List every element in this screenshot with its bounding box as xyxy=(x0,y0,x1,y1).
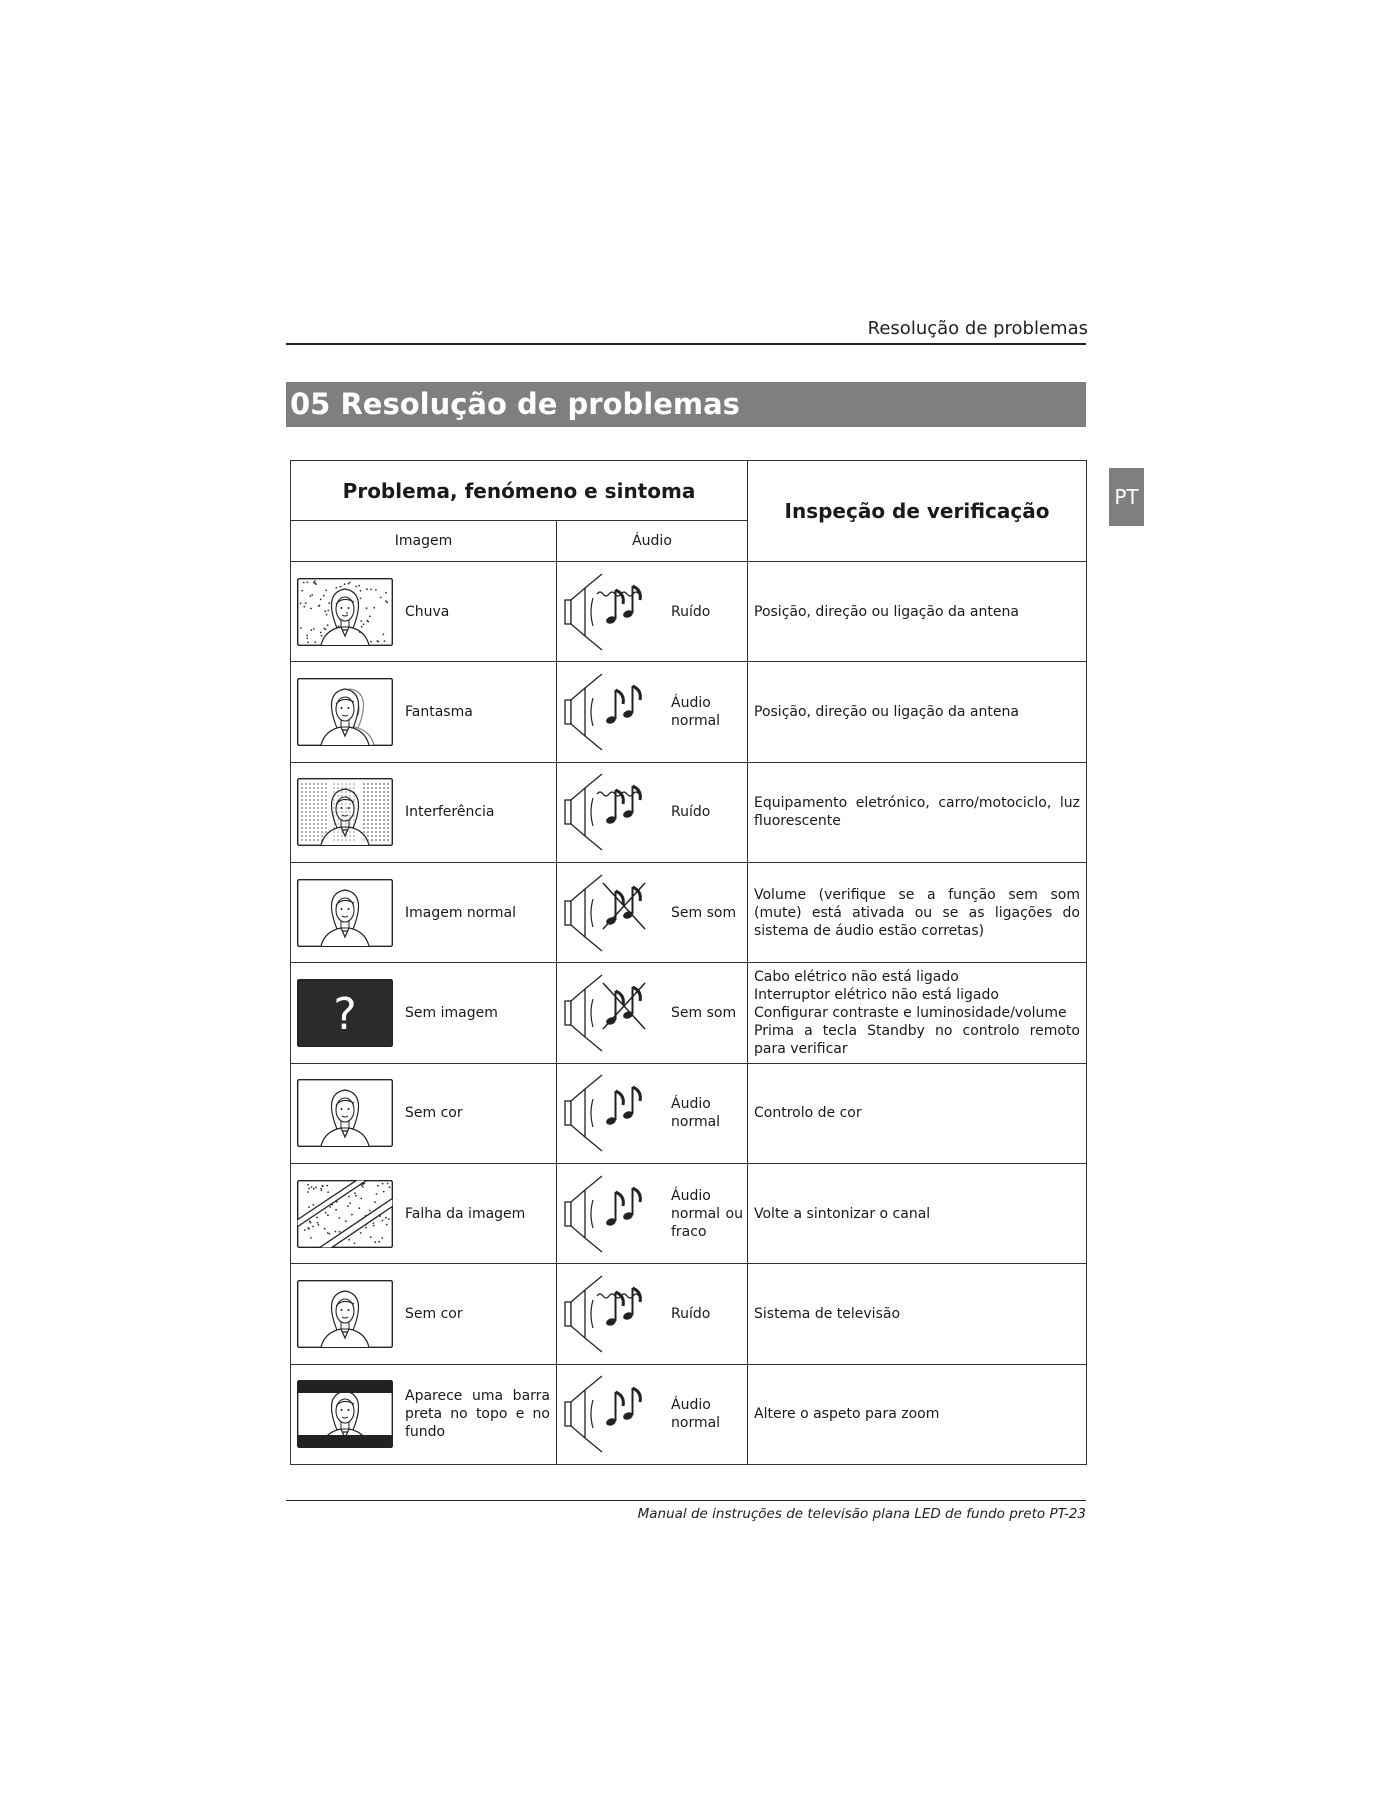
tv-interference-icon xyxy=(297,778,393,846)
table-row xyxy=(291,562,1087,662)
tv-letterbox-icon xyxy=(297,1380,393,1448)
audio-symptom-label: Sem som xyxy=(671,1004,737,1021)
speaker-normal-icon xyxy=(559,1174,659,1254)
image-cell xyxy=(291,963,557,1063)
speaker-normal-icon xyxy=(559,1073,659,1153)
header-problem: Problema, fenómeno e sintoma xyxy=(291,461,748,521)
speaker-normal-icon xyxy=(559,1374,659,1454)
inspection-cell xyxy=(748,862,1087,962)
table-row xyxy=(291,1364,1087,1464)
image-symptom-label: Interferência xyxy=(405,804,495,821)
inspection-cell xyxy=(748,963,1087,1063)
audio-cell xyxy=(557,963,748,1063)
audio-symptom-label: Ruído xyxy=(671,603,711,620)
inspection-cell xyxy=(748,562,1087,662)
header-image: Imagem xyxy=(291,521,557,562)
language-tab: PT xyxy=(1109,468,1144,526)
tv-no-color-icon xyxy=(297,1280,393,1348)
inspection-line: Controlo de cor xyxy=(754,1105,862,1122)
audio-symptom-label: Ruído xyxy=(671,1305,711,1322)
inspection-line: Equipamento eletrónico, carro/motociclo, luz fluorescente xyxy=(754,795,1080,830)
inspection-line: Prima a tecla Standby no controlo remoto para verificar xyxy=(754,1022,1080,1057)
image-symptom-label: Sem cor xyxy=(405,1305,463,1322)
audio-cell xyxy=(557,1364,748,1464)
audio-symptom-label: Áudio normal xyxy=(671,694,721,729)
section-title: 05 Resolução de problemas xyxy=(286,382,1086,427)
image-cell xyxy=(291,1264,557,1364)
audio-symptom-label: Sem som xyxy=(671,904,737,921)
audio-symptom-label: Áudio normal ou fraco xyxy=(671,1187,743,1240)
table-row xyxy=(291,1163,1087,1263)
image-symptom-label: Imagem normal xyxy=(405,904,516,921)
speaker-normal-icon xyxy=(559,672,659,752)
image-symptom-label: Fantasma xyxy=(405,703,473,720)
table-row xyxy=(291,862,1087,962)
inspection-cell xyxy=(748,1063,1087,1163)
audio-cell xyxy=(557,562,748,662)
inspection-line: Altere o aspeto para zoom xyxy=(754,1406,940,1423)
image-symptom-label: Aparece uma barra preta no topo e no fundo xyxy=(405,1388,550,1441)
audio-cell xyxy=(557,662,748,762)
tv-rain-icon xyxy=(297,578,393,646)
table-row xyxy=(291,1063,1087,1163)
header-inspection: Inspeção de verificação xyxy=(748,461,1087,562)
speaker-mute-icon xyxy=(559,873,659,953)
image-symptom-label: Chuva xyxy=(405,603,450,620)
speaker-noise-icon xyxy=(559,772,659,852)
speaker-noise-icon xyxy=(559,572,659,652)
image-cell xyxy=(291,1163,557,1263)
image-cell xyxy=(291,562,557,662)
inspection-line: Volume (verifique se a função sem som (mute) está ativada ou se as ligações do sistema de áudio estão corretas) xyxy=(754,886,1080,939)
audio-symptom-label: Ruído xyxy=(671,804,711,821)
tv-normal-icon xyxy=(297,879,393,947)
audio-cell xyxy=(557,1063,748,1163)
inspection-line: Volte a sintonizar o canal xyxy=(754,1205,931,1222)
image-cell xyxy=(291,1063,557,1163)
table-row xyxy=(291,762,1087,862)
image-symptom-label: Sem cor xyxy=(405,1105,463,1122)
audio-cell xyxy=(557,1163,748,1263)
inspection-cell xyxy=(748,762,1087,862)
inspection-cell xyxy=(748,1163,1087,1263)
inspection-cell xyxy=(748,1364,1087,1464)
inspection-line: Configurar contraste e luminosidade/volume xyxy=(754,1004,1067,1021)
footer-text: Manual de instruções de televisão plana LED de fundo preto PT-23 xyxy=(637,1506,1086,1522)
header-audio: Áudio xyxy=(557,521,748,562)
tv-picture-fault-icon xyxy=(297,1180,393,1248)
table-row xyxy=(291,1264,1087,1364)
tv-no-color-icon xyxy=(297,1079,393,1147)
audio-symptom-label: Áudio normal xyxy=(671,1096,721,1131)
table-row xyxy=(291,963,1087,1063)
speaker-mute-icon xyxy=(559,973,659,1053)
inspection-line: Interruptor elétrico não está ligado xyxy=(754,986,999,1003)
image-cell xyxy=(291,1364,557,1464)
image-cell xyxy=(291,762,557,862)
audio-cell xyxy=(557,762,748,862)
audio-cell xyxy=(557,862,748,962)
speaker-noise-icon xyxy=(559,1274,659,1354)
inspection-line: Sistema de televisão xyxy=(754,1305,901,1322)
footer-divider xyxy=(286,1500,1086,1501)
inspection-line: Posição, direção ou ligação da antena xyxy=(754,603,1019,620)
inspection-cell xyxy=(748,1264,1087,1364)
svg-text:?: ? xyxy=(333,988,357,1040)
tv-no-picture-icon xyxy=(297,979,393,1047)
inspection-cell xyxy=(748,662,1087,762)
image-symptom-label: Sem imagem xyxy=(405,1004,498,1021)
image-cell xyxy=(291,862,557,962)
troubleshooting-table xyxy=(290,460,1087,1465)
header-divider xyxy=(286,343,1086,345)
inspection-line: Posição, direção ou ligação da antena xyxy=(754,703,1019,720)
image-cell xyxy=(291,662,557,762)
inspection-line: Cabo elétrico não está ligado xyxy=(754,968,959,985)
table-body xyxy=(291,562,1087,1465)
tv-ghost-icon xyxy=(297,678,393,746)
table-row xyxy=(291,662,1087,762)
page-header-title: Resolução de problemas xyxy=(867,318,1088,339)
audio-symptom-label: Áudio normal xyxy=(671,1397,721,1432)
image-symptom-label: Falha da imagem xyxy=(405,1205,526,1222)
audio-cell xyxy=(557,1264,748,1364)
